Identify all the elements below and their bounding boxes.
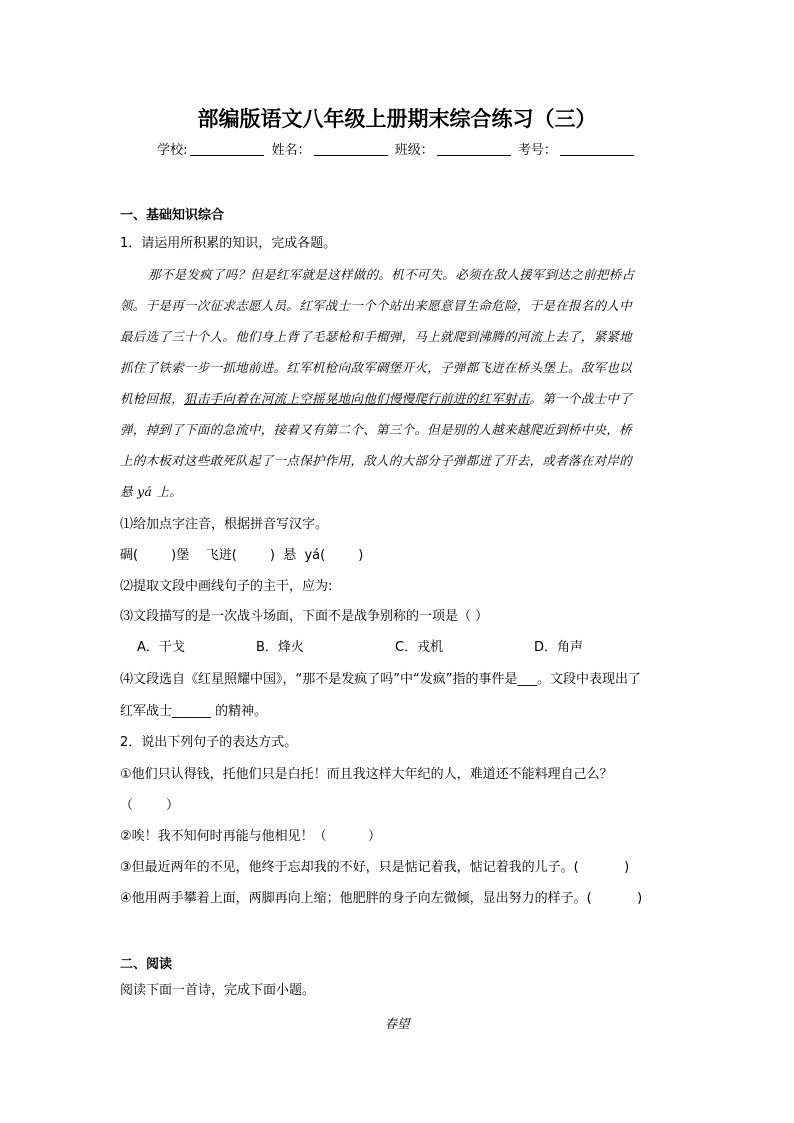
q2-sentence-3: ③但最近两年的不见，他终于忘却我的不好，只是惦记着我，惦记着我的儿子。( ) bbox=[120, 860, 630, 875]
option-d[interactable]: D．角声 bbox=[534, 640, 584, 655]
option-b[interactable]: B．烽火 bbox=[256, 640, 304, 655]
sub-question-1: ⑴给加点字注音，根据拼音写汉字。 bbox=[120, 517, 329, 532]
option-c[interactable]: C．戎机 bbox=[395, 640, 444, 655]
passage-line: 弹，掉到了下面的急流中，接着又有第二个、第三个。但是别的人越来越爬近到桥中央，桥 bbox=[120, 422, 633, 437]
sub-question-3: ⑶文段描写的是一次战斗场面，下面不是战争别称的一项是（ ） bbox=[120, 609, 489, 624]
sub-question-4-cont: 红军战士______ 的精神。 bbox=[120, 704, 268, 719]
q2-sentence-2: ②唉！我不知何时再能与他相见！（ ） bbox=[120, 829, 381, 844]
student-info-row bbox=[0, 139, 794, 158]
q2-sentence-4: ④他用两手攀着上面，两脚再向上缩；他肥胖的身子向左微倾，显出努力的样子。( ) bbox=[120, 891, 643, 906]
option-a[interactable]: A．干戈 bbox=[137, 640, 185, 655]
page-title: 部编版语文八年级上册期末综合练习（三） bbox=[197, 106, 597, 131]
class-label: 班级： bbox=[394, 143, 434, 158]
school-blank[interactable] bbox=[190, 142, 264, 156]
number-label: 考号： bbox=[517, 143, 557, 158]
sub-question-2: ⑵提取文段中画线句子的主干，应为: bbox=[120, 579, 333, 594]
q1-prompt: 1．请运用所积累的知识，完成各题。 bbox=[120, 236, 337, 251]
section2-heading: 二、阅读 bbox=[120, 957, 173, 972]
passage-line: 上的木板对这些敢死队起了一点保护作用，敌人的大部分子弹都迸了开去，或者落在对岸的 bbox=[120, 453, 633, 468]
q2-prompt: 2．说出下列句子的表达方式。 bbox=[120, 735, 298, 750]
number-blank[interactable] bbox=[560, 142, 634, 156]
q2-sentence-1: ①他们只认得钱，托他们只是白托！而且我这样大年纪的人，难道还不能料理自己么？ bbox=[120, 767, 613, 782]
passage-line: 那不是发疯了吗？但是红军就是这样做的。机不可失。必须在敌人援军到达之前把桥占 bbox=[148, 267, 635, 282]
section1-heading: 一、基础知识综合 bbox=[120, 208, 225, 223]
passage-line: 领。于是再一次征求志愿人员。红军战士一个个站出来愿意冒生命危险，于是在报名的人中 bbox=[120, 298, 633, 313]
school-label: 学校: bbox=[157, 143, 188, 158]
passage-line: 最后选了三十个人。他们身上背了毛瑟枪和手榴弹，马上就爬到沸腾的河流上去了，紧紧地 bbox=[120, 329, 633, 344]
q2-sentence-1-blank[interactable]: （ ） bbox=[120, 798, 180, 813]
sub-question-4: ⑷文段选自《红星照耀中国》，“那不是发疯了吗”中“发疯”指的事件是___。文段中表现出了 bbox=[120, 672, 641, 687]
passage-line: 抓住了铁索一步一抓地前进。红军机枪向敌军碉堡开火，子弹都飞迸在桥头堡上。敌军也以 bbox=[120, 360, 633, 375]
name-label: 姓名： bbox=[271, 143, 311, 158]
name-blank[interactable] bbox=[314, 142, 388, 156]
passage-line: 悬 yá 上。 bbox=[120, 484, 183, 499]
poem-title: 春望 bbox=[384, 1016, 410, 1031]
passage-text: 。第一个战士中了 bbox=[529, 391, 633, 406]
passage-line bbox=[120, 389, 680, 407]
sub-question-1-answer-line[interactable]: 碉( )堡 飞迸( ) 悬 yá( ) bbox=[120, 548, 364, 563]
class-blank[interactable] bbox=[437, 142, 511, 156]
underlined-sentence: 狙击手向着在河流上空摇晃地向他们慢慢爬行前进的红军射击 bbox=[184, 391, 530, 406]
passage-text: 机枪回报， bbox=[120, 391, 185, 406]
section2-instruction: 阅读下面一首诗，完成下面小题。 bbox=[120, 983, 316, 998]
